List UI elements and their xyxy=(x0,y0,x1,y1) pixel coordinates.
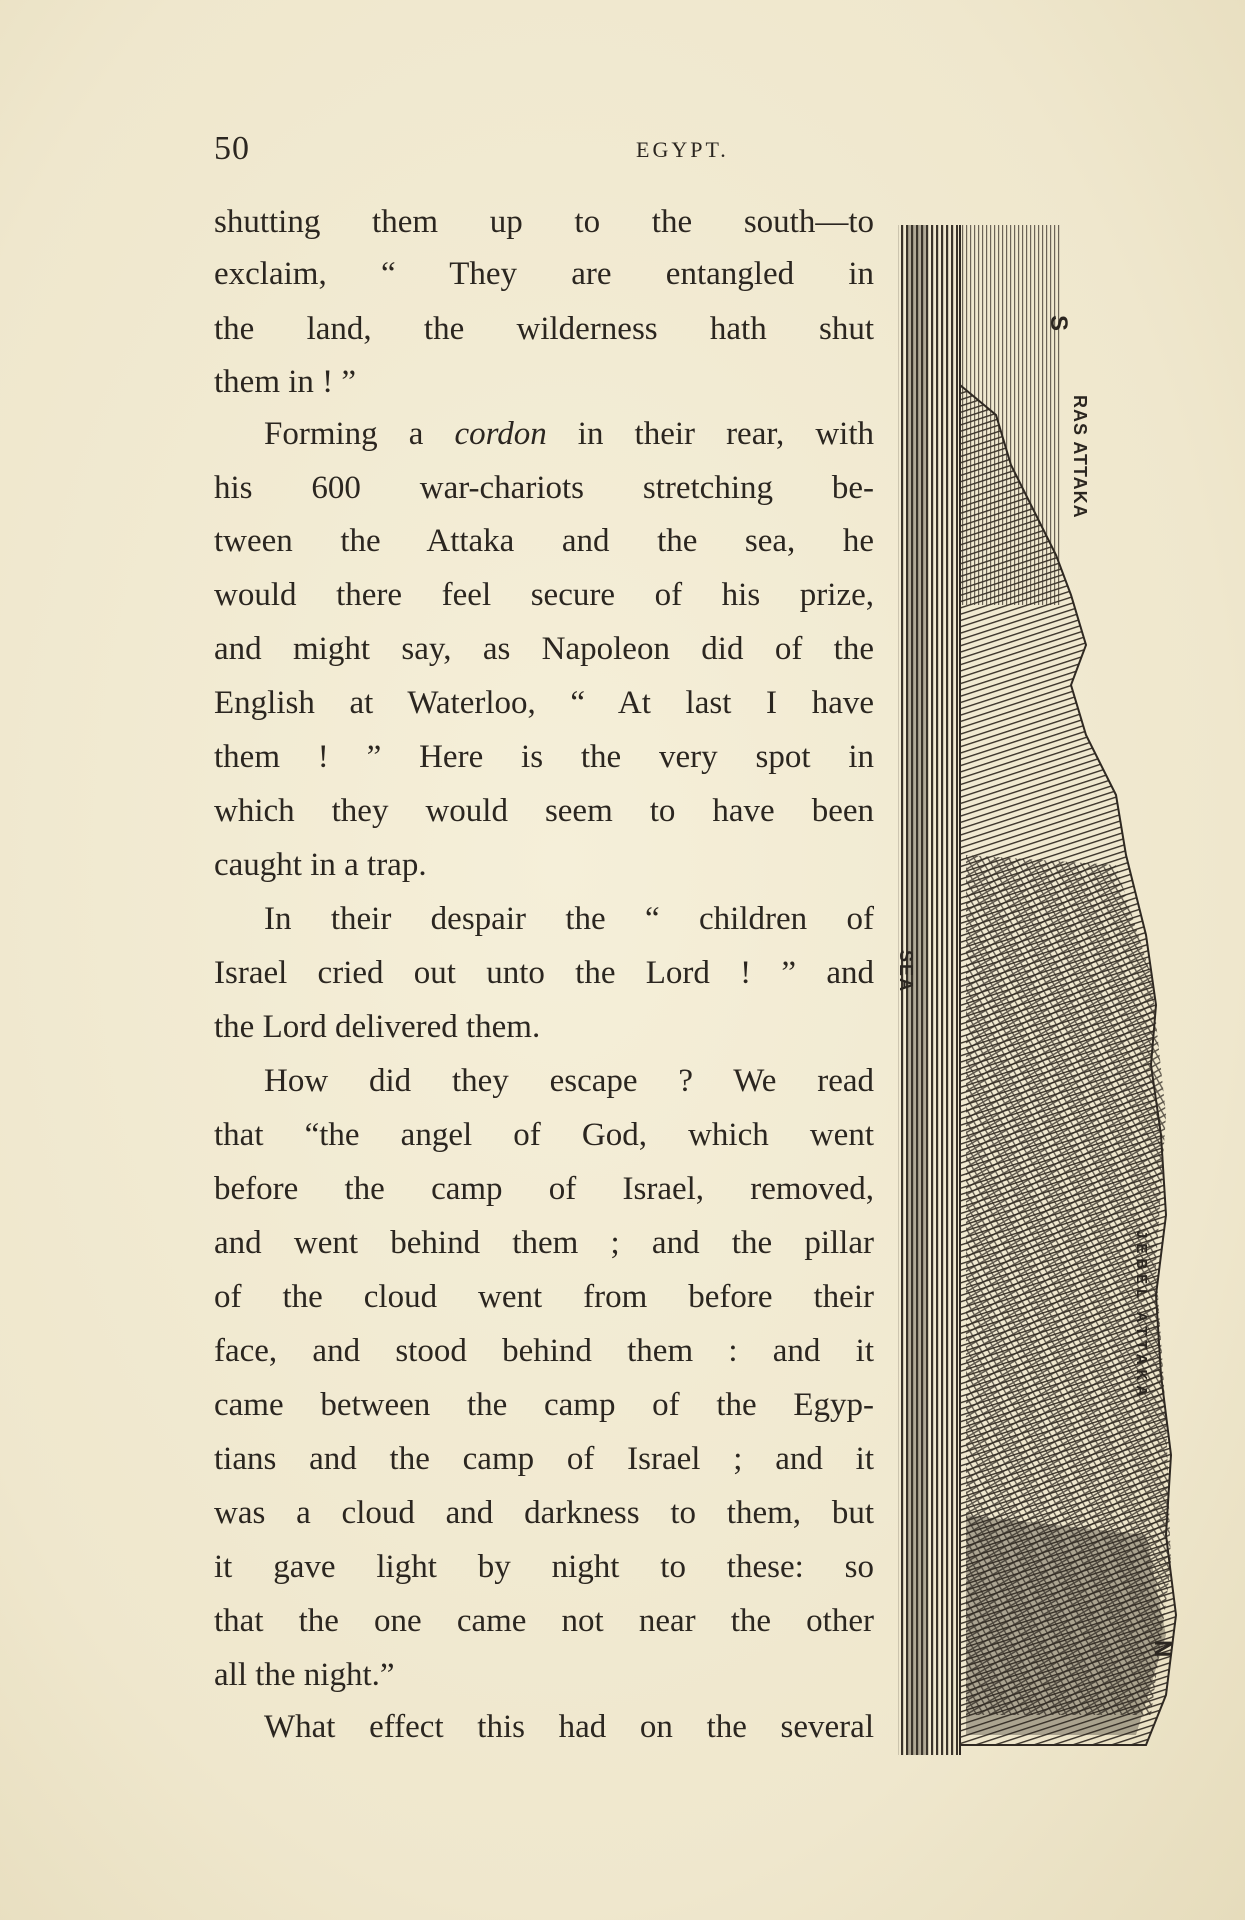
text-run: in their rear, with xyxy=(546,416,875,452)
text-line: all the night.” xyxy=(214,1657,395,1693)
text-line: What effect this had on the several xyxy=(264,1709,874,1745)
compass-n-label: N xyxy=(1149,1640,1176,1658)
text-line: exclaim, “ They are entangled in xyxy=(214,256,874,292)
text-line: that the one came not near the other xyxy=(214,1603,874,1639)
text-line: them ! ” Here is the very spot in xyxy=(214,739,874,775)
engraving-illustration xyxy=(886,215,1186,1765)
text-line: How did they escape ? We read xyxy=(264,1063,874,1099)
running-head: EGYPT. xyxy=(636,137,729,162)
compass-s-label: S xyxy=(1045,315,1072,332)
text-line: his 600 war-chariots stretching be- xyxy=(214,470,874,506)
text-line: and went behind them ; and the pillar xyxy=(214,1225,874,1261)
text-line: and might say, as Napoleon did of the xyxy=(214,631,874,667)
text-line: the Lord delivered them. xyxy=(214,1009,541,1045)
text-run: Forming a xyxy=(264,416,455,452)
jebel-attaka-label: JEBEL ATTAKA xyxy=(1133,1230,1150,1402)
text-line: tians and the camp of Israel ; and it xyxy=(214,1441,874,1477)
text-line: it gave light by night to these: so xyxy=(214,1549,874,1585)
text-line: English at Waterloo, “ At last I have xyxy=(214,685,874,721)
text-run-italic: cordon xyxy=(454,416,547,452)
ras-attaka-label: RAS ATTAKA xyxy=(1070,395,1090,519)
text-line: came between the camp of the Egyp- xyxy=(214,1387,874,1423)
text-line xyxy=(264,412,874,456)
text-line: that “the angel of God, which went xyxy=(214,1117,874,1153)
text-line: face, and stood behind them : and it xyxy=(214,1333,874,1369)
text-line: would there feel secure of his prize, xyxy=(214,577,874,613)
text-line: Israel cried out unto the Lord ! ” and xyxy=(214,955,874,991)
text-line: was a cloud and darkness to them, but xyxy=(214,1495,874,1531)
sea-label: SEA xyxy=(896,950,916,994)
engraving-svg xyxy=(886,215,1186,1765)
text-line: which they would seem to have been xyxy=(214,793,874,829)
text-line: shutting them up to the south—to xyxy=(214,204,874,240)
page-number: 50 xyxy=(214,130,250,167)
text-line: tween the Attaka and the sea, he xyxy=(214,523,874,559)
text-line: the land, the wilderness hath shut xyxy=(214,311,874,347)
text-line: of the cloud went from before their xyxy=(214,1279,874,1315)
text-line: caught in a trap. xyxy=(214,847,427,883)
text-line: them in ! ” xyxy=(214,364,357,400)
text-line: before the camp of Israel, removed, xyxy=(214,1171,874,1207)
text-line: In their despair the “ children of xyxy=(264,901,874,937)
